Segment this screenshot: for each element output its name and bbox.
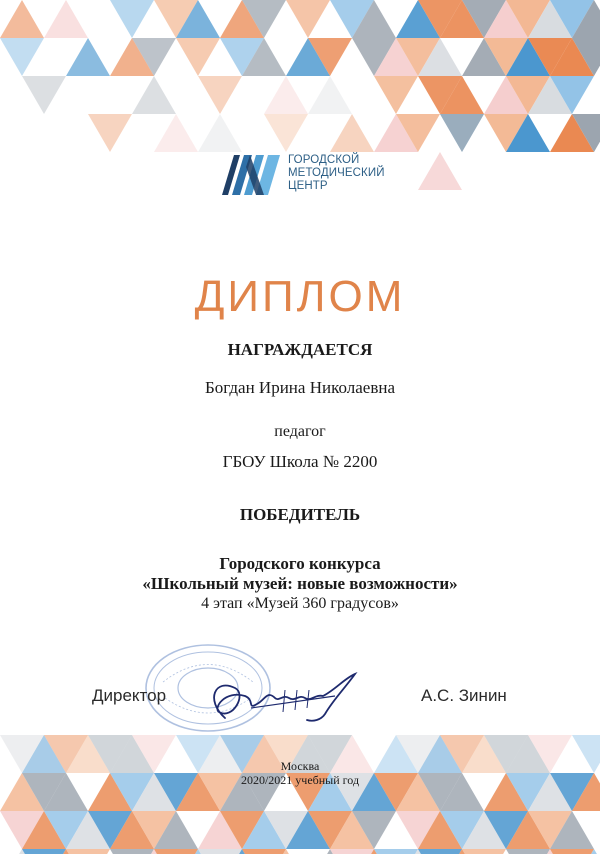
pattern-triangle xyxy=(264,76,308,114)
award-status: ПОБЕДИТЕЛЬ xyxy=(239,505,361,524)
footer-year: 2020/2021 учебный год xyxy=(240,773,360,787)
pattern-triangle xyxy=(110,849,154,854)
pattern-triangle xyxy=(550,849,594,854)
pattern-triangle xyxy=(440,114,484,152)
director-label: Директор xyxy=(92,686,167,705)
pattern-triangle xyxy=(154,114,198,152)
pattern-triangle xyxy=(110,0,154,38)
logo-mark-icon xyxy=(222,151,284,197)
diploma-title: ДИПЛОМ xyxy=(194,272,406,321)
pattern-triangle xyxy=(198,849,242,854)
pattern-triangle xyxy=(0,0,44,38)
pattern-triangle xyxy=(66,849,110,854)
pattern-triangle xyxy=(330,114,374,152)
handwritten-signature-icon xyxy=(185,660,385,740)
pattern-triangle xyxy=(374,849,418,854)
contest-line-1: Городского конкурса xyxy=(219,554,381,573)
pattern-triangle xyxy=(374,76,418,114)
footer-city: Москва xyxy=(280,759,320,773)
logo-line-3: ЦЕНТР xyxy=(288,180,328,192)
pattern-triangle xyxy=(22,76,66,114)
recipient-organization: ГБОУ Школа № 2200 xyxy=(222,452,378,471)
contest-line-2: «Школьный музей: новые возможности» xyxy=(142,574,458,593)
pattern-triangle xyxy=(154,849,198,854)
pattern-triangle xyxy=(0,38,44,76)
logo-text xyxy=(288,154,385,193)
pattern-triangle xyxy=(506,849,550,854)
pattern-triangle xyxy=(88,114,132,152)
pattern-triangle xyxy=(198,114,242,152)
pattern-triangle xyxy=(330,849,374,854)
recipient-position: педагог xyxy=(274,423,326,440)
pattern-triangle xyxy=(462,849,506,854)
pattern-triangle xyxy=(22,849,66,854)
pattern-triangle xyxy=(264,114,308,152)
pattern-triangle xyxy=(418,152,462,190)
pattern-triangle xyxy=(198,76,242,114)
pattern-triangle xyxy=(44,0,88,38)
logo-line-2: МЕТОДИЧЕСКИЙ xyxy=(288,167,385,179)
pattern-triangle xyxy=(132,76,176,114)
pattern-triangle xyxy=(418,849,462,854)
pattern-triangle xyxy=(176,38,220,76)
logo xyxy=(222,151,392,197)
recipient-name: Богдан Ирина Николаевна xyxy=(205,378,395,397)
logo-line-1: ГОРОДСКОЙ xyxy=(288,154,360,166)
awarded-heading: НАГРАЖДАЕТСЯ xyxy=(227,340,373,359)
bottom-triangle-pattern xyxy=(0,735,600,854)
pattern-triangle xyxy=(66,38,110,76)
pattern-triangle xyxy=(286,0,330,38)
pattern-triangle xyxy=(308,76,352,114)
contest-stage: 4 этап «Музей 360 градусов» xyxy=(201,595,399,612)
director-name: А.С. Зинин xyxy=(421,686,507,705)
pattern-triangle xyxy=(242,849,286,854)
